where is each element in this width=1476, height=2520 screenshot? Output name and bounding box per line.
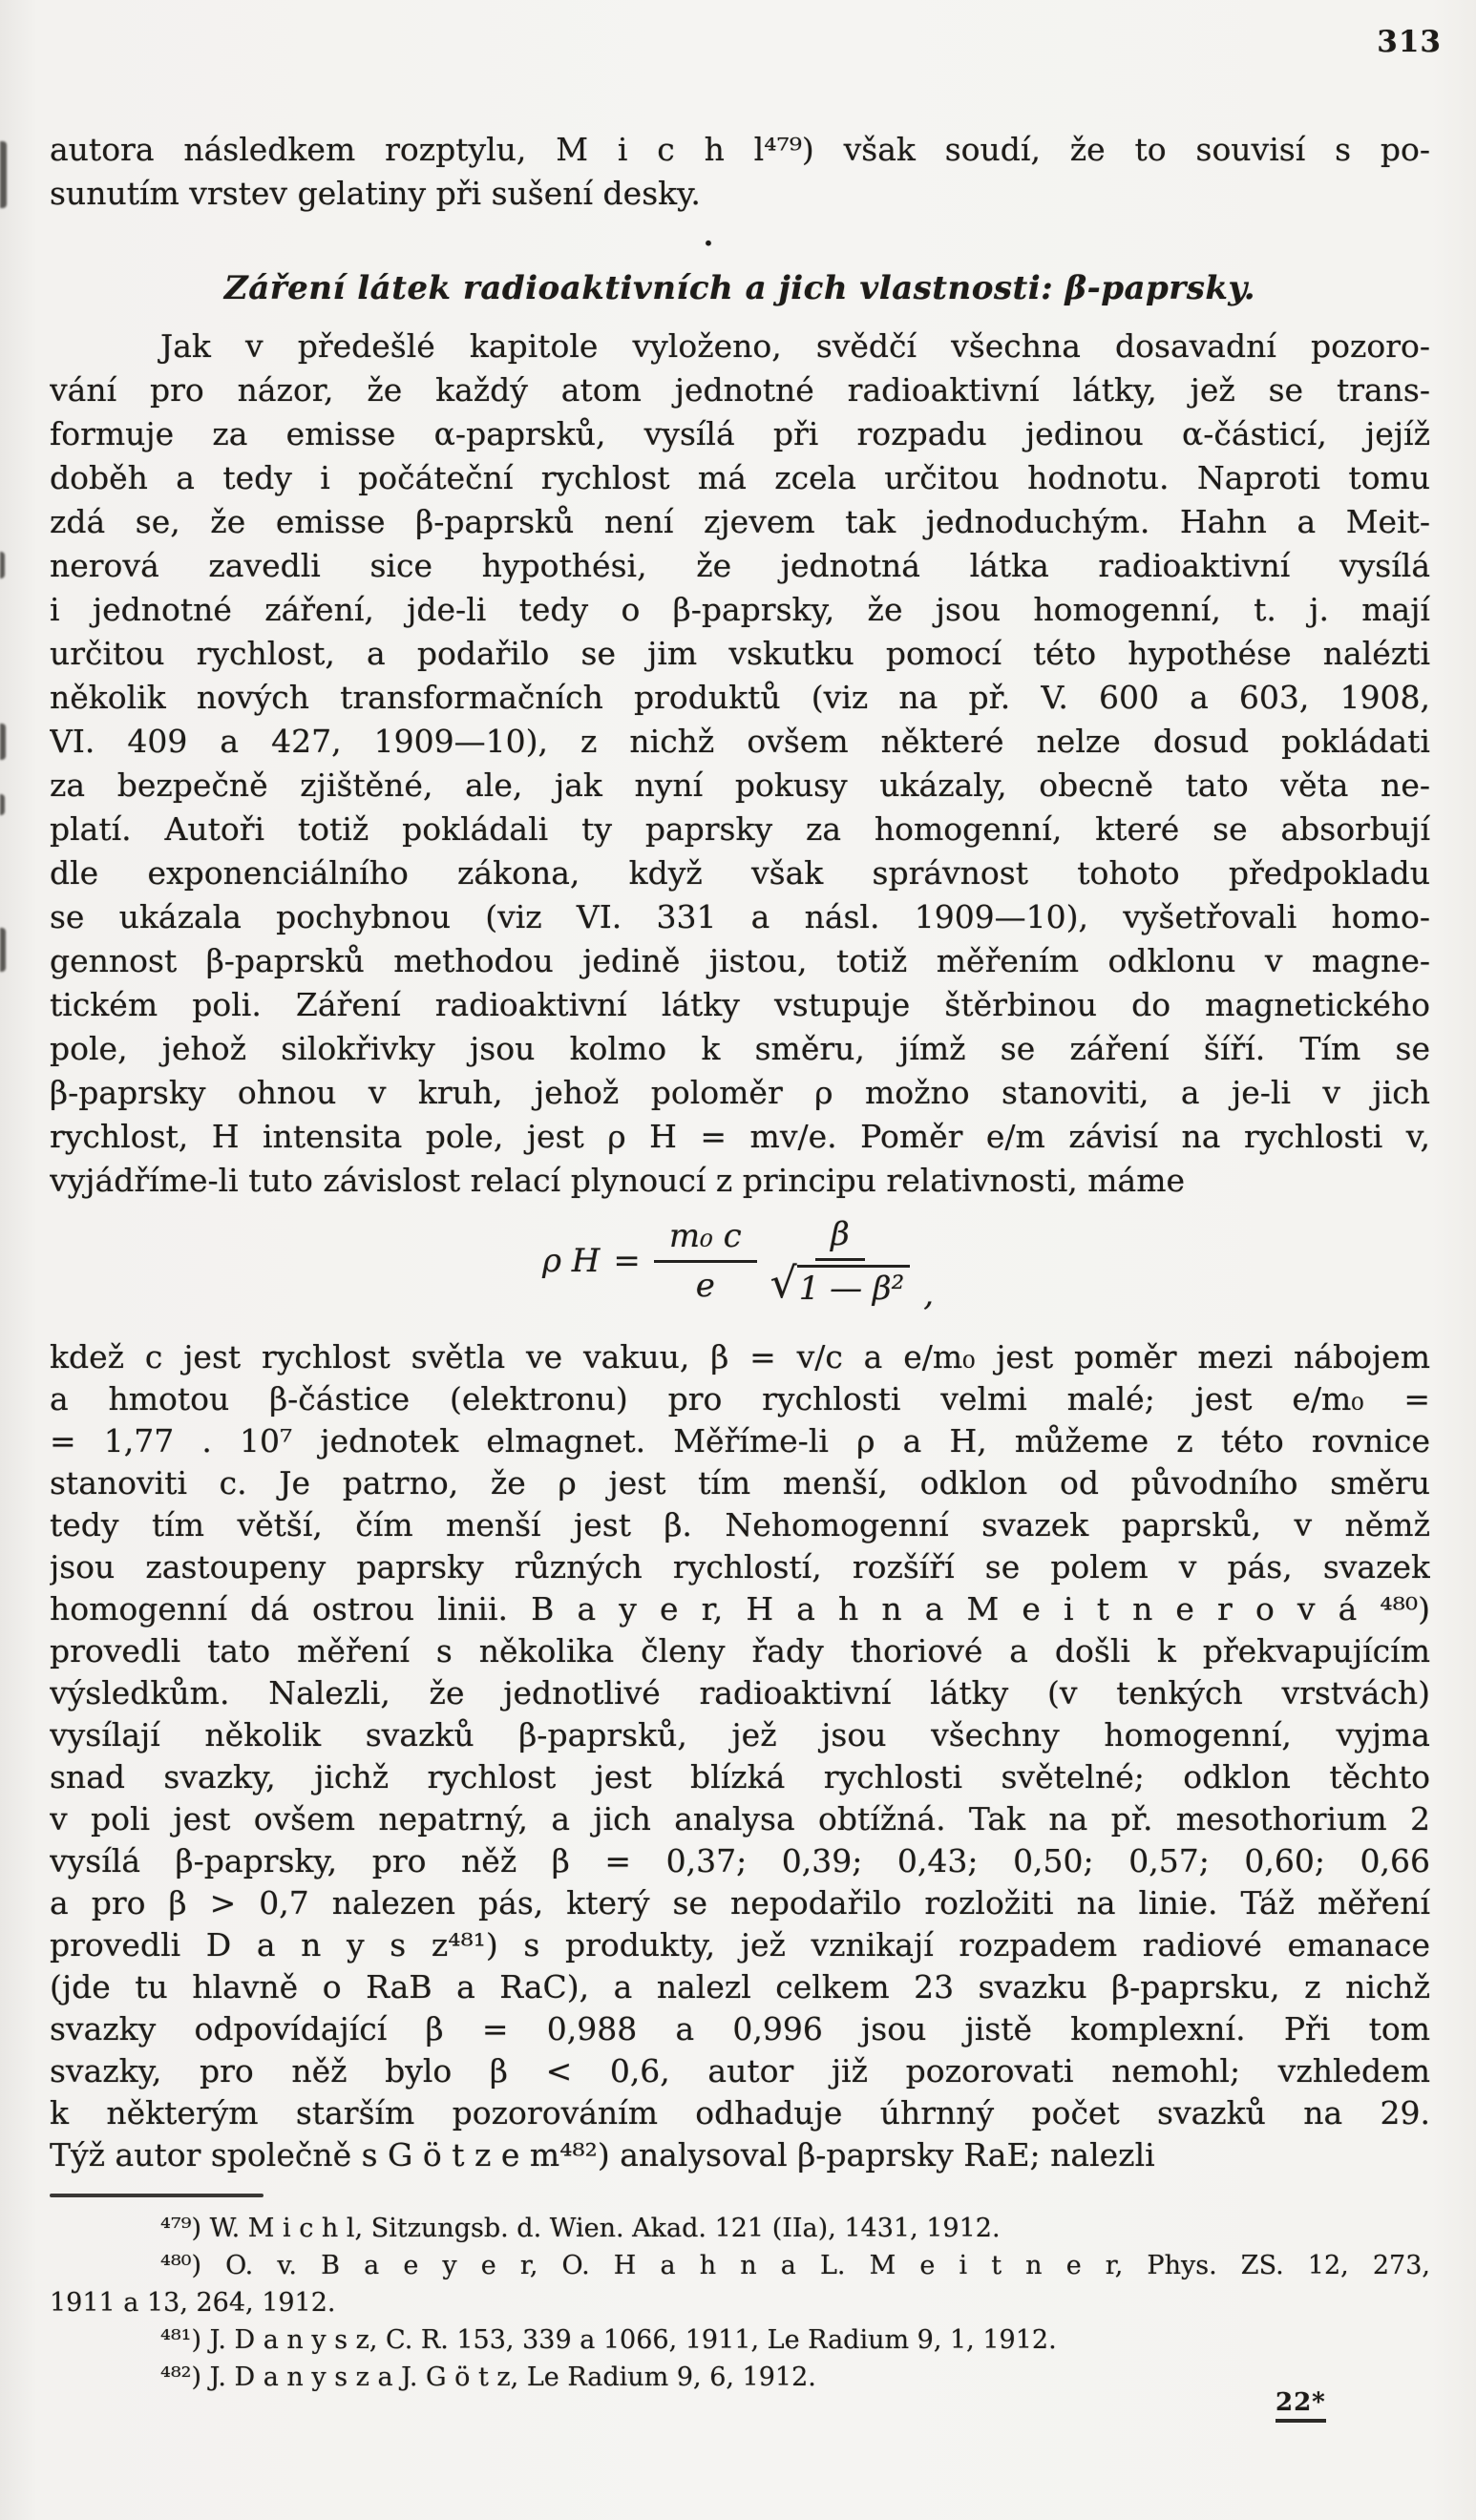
text-line: VI. 409 a 427, 1909—10), z nichž ovšem některé nelze dosud pokládati (50, 723, 1430, 760)
text-line: homogenní dá ostrou linii. B a y e r, H a h n a M e i t n e r o v á ⁴⁸⁰) (50, 1590, 1430, 1628)
text-line: tickém poli. Záření radioaktivní látky vstupuje štěrbinou do magnetického (50, 986, 1430, 1023)
page-number: 313 (1377, 25, 1442, 59)
separator-dot: . (703, 220, 714, 253)
paragraph-intro (50, 128, 1430, 216)
text-line: ⁴⁸⁰) O. v. B a e y e r, O. H a h n a L. M e i t n e r, Phys. ZS. 12, 273, (160, 2251, 1430, 2280)
text-line: i jednotné záření, jde-li tedy o β-paprsky, že jsou homogenní, t. j. mají (50, 591, 1430, 628)
text-line: Jak v předešlé kapitole vyloženo, svědčí všechna dosavadní pozoro- (160, 327, 1430, 365)
text-line: v poli jest ovšem nepatrný, a jich analysa obtížná. Tak na př. mesothorium 2 (50, 1800, 1430, 1838)
scan-artifact (0, 552, 5, 578)
text-line: autora následkem rozptylu, M i c h l⁴⁷⁹) však soudí, že to souvisí s po- (50, 131, 1430, 168)
text-line: formuje za emisse α-paprsků, vysílá při rozpadu jedinou α-částicí, jejíž (50, 415, 1430, 452)
scan-artifact (0, 724, 6, 760)
text-line: (jde tu hlavně o RaB a RaC), a nalezl celkem 23 svazku β-paprsku, z nichž (50, 1968, 1430, 2006)
text-line: a hmotou β-částice (elektronu) pro rychlosti velmi malé; jest e/m₀ = (50, 1380, 1430, 1418)
text-line: platí. Autoři totiž pokládali ty paprsky za homogenní, které se absorbují (50, 810, 1430, 848)
text-line: dle exponenciálního zákona, když však správnost tohoto předpokladu (50, 854, 1430, 892)
text-line: svazky, pro něž bylo β < 0,6, autor již pozorovati nemohl; vzhledem (50, 2052, 1430, 2090)
text-line: doběh a tedy i počáteční rychlost má zcela určitou hodnotu. Naproti tomu (50, 459, 1430, 496)
text-line: vysílá β-paprsky, pro něž β = 0,37; 0,39; 0,43; 0,50; 0,57; 0,60; 0,66 (50, 1842, 1430, 1880)
text-line: a pro β > 0,7 nalezen pás, který se nepodařilo rozložiti na linie. Táž měření (50, 1884, 1430, 1922)
text-line: k některým starším pozorováním odhaduje úhrnný počet svazků na 29. (50, 2094, 1430, 2132)
text-line: zdá se, že emisse β-paprsků není zjevem tak jednoduchým. Hahn a Meit- (50, 503, 1430, 540)
paragraph-main (50, 325, 1430, 1203)
fraction-denominator: e (695, 1267, 715, 1305)
formula-lhs: ρ H (541, 1242, 601, 1280)
text-line: rychlost, H intensita pole, jest ρ H = mv/e. Poměr e/m závisí na rychlosti v, (50, 1118, 1430, 1155)
text-line: ⁴⁸²) J. D a n y s z a J. G ö t z, Le Radium 9, 6, 1912. (160, 2362, 816, 2392)
text-line: sunutím vrstev gelatiny při sušení desky. (50, 175, 701, 212)
text-line: gennost β-paprsků methodou jedině jistou, totiž měřením odklonu v magne- (50, 942, 1430, 979)
scan-artifact (0, 141, 7, 208)
text-line: stanoviti c. Je patrno, že ρ jest tím menší, odklon od původního směru (50, 1464, 1430, 1502)
text-line: vání pro názor, že každý atom jednotné radioaktivní látky, jež se trans- (50, 371, 1430, 409)
footnote-divider (50, 2194, 264, 2197)
footnotes (50, 2210, 1430, 2396)
footnote-480 (50, 2247, 1430, 2321)
scan-artifact (0, 928, 6, 972)
text-line: = 1,77 . 10⁷ jednotek elmagnet. Měříme-li ρ a H, můžeme z této rovnice (50, 1422, 1430, 1460)
text-line: výsledkům. Nalezli, že jednotlivé radioaktivní látky (v tenkých vrstvách) (50, 1674, 1430, 1712)
paragraph-continuation (50, 1336, 1430, 2176)
fraction-beta (770, 1215, 911, 1308)
text-line: ⁴⁸¹) J. D a n y s z, C. R. 153, 339 a 1066, 1911, Le Radium 9, 1, 1912. (160, 2325, 1057, 2355)
section-heading: Záření látek radioaktivních a jich vlastnosti: β-paprsky. (223, 269, 1256, 307)
text-line: vysílají několik svazků β-paprsků, jež jsou všechny homogenní, vyjma (50, 1716, 1430, 1754)
text-line: jsou zastoupeny paprsky různých rychlostí, rozšíří se polem v pás, svazek (50, 1548, 1430, 1586)
radicand: 1 — β² (797, 1265, 911, 1308)
text-line: určitou rychlost, a podařilo se jim vskutku pomocí této hypothése nalézti (50, 635, 1430, 672)
fraction-denominator (770, 1258, 911, 1308)
text-line: provedli D a n y s z⁴⁸¹) s produkty, jež vznikají rozpadem radiové emanace (50, 1926, 1430, 1964)
fraction-mass-charge (654, 1217, 757, 1305)
fraction-numerator: m₀ c (654, 1217, 757, 1263)
fraction-numerator: β (815, 1215, 865, 1261)
footnote-479 (50, 2210, 1430, 2247)
signature-mark: 22* (1276, 2388, 1326, 2423)
equals-sign: = (613, 1242, 641, 1280)
text-line: svazky odpovídající β = 0,988 a 0,996 jsou jistě komplexní. Při tom (50, 2010, 1430, 2048)
text-line: ⁴⁷⁹) W. M i c h l, Sitzungsb. d. Wien. Akad. 121 (IIa), 1431, 1912. (160, 2214, 1001, 2243)
text-line: pole, jehož silokřivky jsou kolmo k směru, jímž se záření šíří. Tím se (50, 1030, 1430, 1067)
text-line: kdež c jest rychlost světla ve vakuu, β = v/c a e/m₀ jest poměr mezi nábojem (50, 1338, 1430, 1376)
footnote-482 (50, 2359, 1430, 2396)
text-line: snad svazky, jichž rychlost jest blízká rychlosti světelné; odklon těchto (50, 1758, 1430, 1796)
text-line: β-paprsky ohnou v kruh, jehož poloměr ρ možno stanoviti, a je-li v jich (50, 1074, 1430, 1111)
text-line: tedy tím větší, čím menší jest β. Nehomogenní svazek paprsků, v němž (50, 1506, 1430, 1544)
radical-sign: √ (770, 1258, 797, 1308)
text-line: nerová zavedli sice hypothési, že jednotná látka radioaktivní vysílá (50, 547, 1430, 584)
text-line: Týž autor společně s G ö t z e m⁴⁸²) analysoval β-paprsky RaE; nalezli (50, 2136, 1155, 2174)
formula-comma: , (923, 1275, 935, 1313)
scan-artifact (0, 794, 5, 815)
text-line: za bezpečně zjištěné, ale, jak nyní pokusy ukázaly, obecně tato věta ne- (50, 766, 1430, 804)
text-line: provedli tato měření s několika členy řady thoriové a došli k překvapujícím (50, 1632, 1430, 1670)
text-line: vyjádříme-li tuto závislost relací plynoucí z principu relativnosti, máme (50, 1162, 1186, 1199)
text-line: se ukázala pochybnou (viz VI. 331 a násl. 1909—10), vyšetřovali homo- (50, 898, 1430, 935)
text-line: 1911 a 13, 264, 1912. (50, 2288, 336, 2318)
formula (0, 1201, 1476, 1321)
text-line: několik nových transformačních produktů (viz na př. V. 600 a 603, 1908, (50, 679, 1430, 716)
footnote-481 (50, 2321, 1430, 2359)
